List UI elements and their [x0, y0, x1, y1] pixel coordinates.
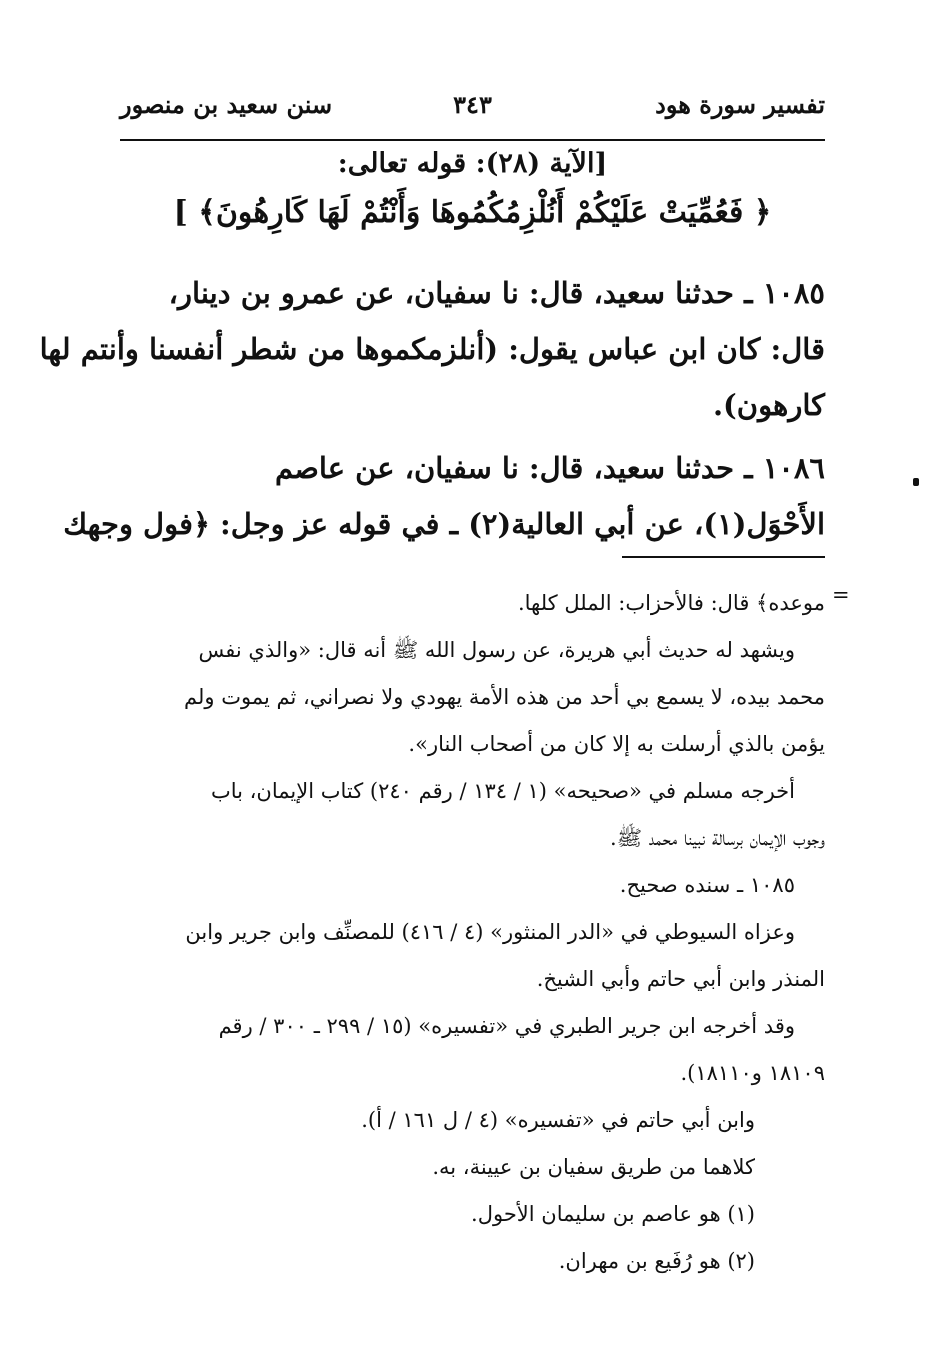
footnotes — [120, 580, 825, 1285]
footnote-line: وجوب الإيمان برسالة نبينا محمد ﷺ. — [610, 826, 825, 850]
footnote-line: (١) هو عاصم بن سليمان الأحول. — [471, 1202, 755, 1226]
footnote-line: موعده﴾ قال: فالأحزاب: الملل كلها. — [517, 591, 825, 615]
continuation-mark: = — [832, 583, 850, 607]
book-title: سنن سعيد بن منصور — [120, 90, 333, 119]
footnote-line: يؤمن بالذي أرسلت به إلا كان من أصحاب النار». — [408, 732, 825, 756]
hadith-line: ١٠٨٦ ـ حدثنا سعيد، قال: نا سفيان، عن عاصم — [274, 451, 825, 485]
footnote-line: وقد أخرجه ابن جرير الطبري في «تفسيره» (١٥ / ٢٩٩ ـ ٣٠٠ / رقم — [218, 1014, 795, 1038]
footnote-line: أخرجه مسلم في «صحيحه» (١ / ١٣٤ / رقم ٢٤٠) كتاب الإيمان، باب — [210, 779, 795, 803]
footnote-line: ١٨١٠٩ و١٨١١٠). — [680, 1061, 825, 1085]
footnote-line: ويشهد له حديث أبي هريرة، عن رسول الله ﷺ أنه قال: «والذي نفس — [198, 638, 795, 662]
hadith-line: الأَحْوَل(١)، عن أبي العالية(٢) ـ في قوله عز وجل: ﴿فول وجهك — [63, 507, 825, 541]
quran-verse: ﴿ فَعُمِّيَتْ عَلَيْكُمْ أَنُلْزِمُكُمُوهَا وَأَنْتُمْ لَهَا كَارِهُونَ﴾ ] — [173, 195, 772, 230]
surah-title: تفسير سورة هود — [655, 90, 825, 119]
footnote-divider — [622, 556, 825, 558]
scan-artifact — [913, 478, 919, 486]
hadith-line: قال: كان ابن عباس يقول: (أنلزمكموها من شطر أنفسنا وأنتم لها — [39, 332, 825, 366]
footnote-line: المنذر وابن أبي حاتم وأبي الشيخ. — [536, 967, 825, 991]
hadith-1086 — [63, 440, 825, 552]
hadith-1085 — [39, 265, 825, 433]
footnote-line: محمد بيده، لا يسمع بي أحد من هذه الأمة يهودي ولا نصراني، ثم يموت ولم — [184, 685, 825, 709]
footnote-line: وعزاه السيوطي في «الدر المنثور» (٤ / ٤١٦) للمصنِّف وابن جرير وابن — [185, 920, 795, 944]
running-header — [120, 90, 825, 130]
page-number: ٣٤٣ — [453, 90, 492, 119]
verse-heading: [الآية (٢٨): قوله تعالى: — [337, 148, 608, 179]
hadith-line: كارهون). — [712, 388, 825, 422]
footnote-line: (٢) هو رُفَيع بن مهران. — [558, 1249, 755, 1273]
footnote-line: وابن أبي حاتم في «تفسيره» (٤ / ل ١٦١ / أ). — [361, 1108, 755, 1132]
footnote-line: ١٠٨٥ ـ سنده صحيح. — [619, 873, 795, 897]
hadith-line: ١٠٨٥ ـ حدثنا سعيد، قال: نا سفيان، عن عمرو بن دينار، — [168, 276, 825, 310]
footnote-line: كلاهما من طريق سفيان بن عيينة، به. — [432, 1155, 755, 1179]
header-divider — [120, 139, 825, 141]
